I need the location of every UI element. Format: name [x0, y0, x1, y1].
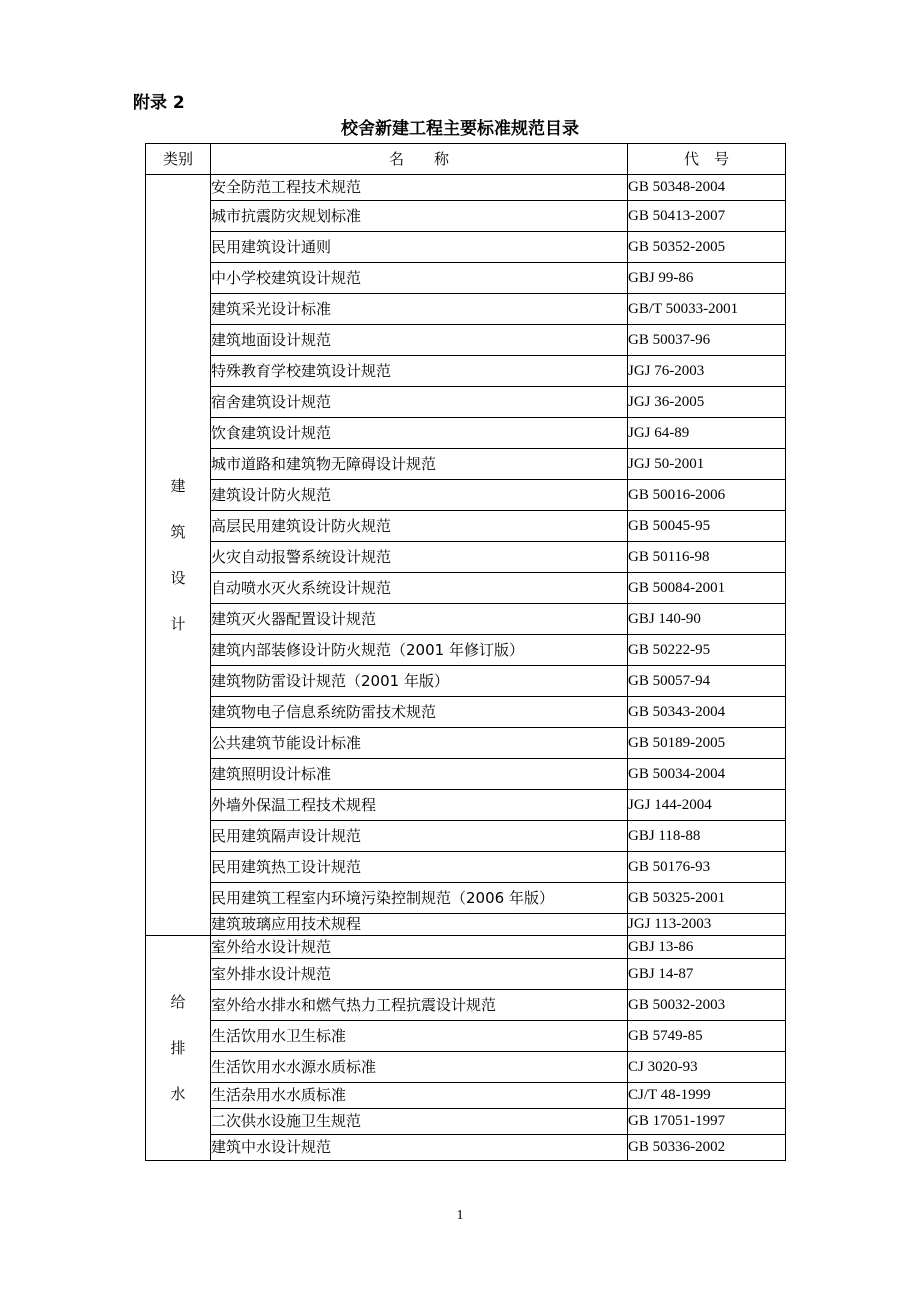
table-row: [146, 263, 786, 294]
standard-code: GBJ 118-88: [628, 821, 786, 852]
standard-name: 建筑物电子信息系统防雷技术规范: [211, 697, 628, 728]
table-row: [146, 990, 786, 1021]
table-row: [146, 959, 786, 990]
table-row: [146, 542, 786, 573]
table-row: [146, 728, 786, 759]
standard-code: GB 50222-95: [628, 635, 786, 666]
standards-table: [145, 143, 786, 1161]
table-row: [146, 790, 786, 821]
standard-name: 公共建筑节能设计标准: [211, 728, 628, 759]
category-char: 计: [170, 615, 186, 633]
category-char: 水: [170, 1085, 186, 1103]
table-row: [146, 666, 786, 697]
standard-code: GB 50325-2001: [628, 883, 786, 914]
standard-code: CJ/T 48-1999: [628, 1083, 786, 1109]
standard-code: JGJ 50-2001: [628, 449, 786, 480]
standard-code: GB 50336-2002: [628, 1135, 786, 1161]
standard-name: 生活饮用水水源水质标准: [211, 1052, 628, 1083]
standard-code: JGJ 144-2004: [628, 790, 786, 821]
table-row: [146, 936, 786, 959]
standard-name: 室外给水设计规范: [211, 936, 628, 959]
standard-name: 室外排水设计规范: [211, 959, 628, 990]
standard-name: 特殊教育学校建筑设计规范: [211, 356, 628, 387]
standard-name: 建筑地面设计规范: [211, 325, 628, 356]
table-row: [146, 759, 786, 790]
table-body: [146, 175, 786, 1161]
standard-name: 生活杂用水水质标准: [211, 1083, 628, 1109]
standard-name: 建筑内部装修设计防火规范（2001 年修订版）: [211, 635, 628, 666]
table-row: [146, 573, 786, 604]
standard-name: 宿舍建筑设计规范: [211, 387, 628, 418]
table-row: [146, 1109, 786, 1135]
standard-code: GB/T 50033-2001: [628, 294, 786, 325]
standard-code: CJ 3020-93: [628, 1052, 786, 1083]
standard-name: 建筑物防雷设计规范（2001 年版）: [211, 666, 628, 697]
standard-name: 二次供水设施卫生规范: [211, 1109, 628, 1135]
category-cell: [146, 936, 211, 1161]
standard-name: 生活饮用水卫生标准: [211, 1021, 628, 1052]
category-char: 设: [170, 569, 186, 587]
table-row: [146, 1083, 786, 1109]
standard-code: JGJ 113-2003: [628, 914, 786, 936]
standard-code: GB 50057-94: [628, 666, 786, 697]
category-char: 筑: [170, 523, 186, 541]
table-row: [146, 697, 786, 728]
header-category: 类别: [146, 144, 211, 175]
standard-name: 民用建筑热工设计规范: [211, 852, 628, 883]
table-row: [146, 418, 786, 449]
standard-code: GB 17051-1997: [628, 1109, 786, 1135]
category-cell: [146, 175, 211, 936]
standard-code: JGJ 36-2005: [628, 387, 786, 418]
table-header-row: [146, 144, 786, 175]
standard-name: 建筑玻璃应用技术规程: [211, 914, 628, 936]
standard-code: GBJ 13-86: [628, 936, 786, 959]
standard-name: 建筑中水设计规范: [211, 1135, 628, 1161]
table-row: [146, 1135, 786, 1161]
table-row: [146, 480, 786, 511]
table-row: [146, 201, 786, 232]
table-row: [146, 449, 786, 480]
table-row: [146, 356, 786, 387]
standard-name: 火灾自动报警系统设计规范: [211, 542, 628, 573]
standard-code: GB 50413-2007: [628, 201, 786, 232]
standard-code: GB 50348-2004: [628, 175, 786, 201]
table-row: [146, 511, 786, 542]
standard-name: 自动喷水灭火系统设计规范: [211, 573, 628, 604]
page-title: 校舍新建工程主要标准规范目录: [341, 119, 579, 139]
standard-code: GB 50032-2003: [628, 990, 786, 1021]
standard-code: GBJ 140-90: [628, 604, 786, 635]
standard-code: GB 50084-2001: [628, 573, 786, 604]
appendix-label: 附录 2: [133, 93, 185, 113]
standard-code: GB 50343-2004: [628, 697, 786, 728]
standard-code: JGJ 64-89: [628, 418, 786, 449]
standard-name: 民用建筑隔声设计规范: [211, 821, 628, 852]
standard-code: JGJ 76-2003: [628, 356, 786, 387]
category-char: 给: [170, 993, 186, 1011]
standard-code: GB 50034-2004: [628, 759, 786, 790]
standard-name: 中小学校建筑设计规范: [211, 263, 628, 294]
page-number: 1: [456, 1208, 464, 1223]
table-row: [146, 1052, 786, 1083]
table-row: [146, 883, 786, 914]
category-char: 排: [170, 1039, 186, 1057]
table-row: [146, 387, 786, 418]
header-name: 名 称: [211, 144, 628, 175]
table-row: [146, 914, 786, 936]
standard-code: GB 50176-93: [628, 852, 786, 883]
standard-code: GB 5749-85: [628, 1021, 786, 1052]
standard-name: 饮食建筑设计规范: [211, 418, 628, 449]
standard-code: GB 50352-2005: [628, 232, 786, 263]
table-row: [146, 325, 786, 356]
table-row: [146, 232, 786, 263]
standard-name: 城市抗震防灾规划标准: [211, 201, 628, 232]
standard-code: GBJ 99-86: [628, 263, 786, 294]
standard-code: GB 50189-2005: [628, 728, 786, 759]
standard-code: GB 50016-2006: [628, 480, 786, 511]
standard-name: 建筑灭火器配置设计规范: [211, 604, 628, 635]
standard-code: GB 50116-98: [628, 542, 786, 573]
standard-code: GBJ 14-87: [628, 959, 786, 990]
standard-name: 外墙外保温工程技术规程: [211, 790, 628, 821]
category-char: 建: [170, 477, 186, 495]
standard-name: 室外给水排水和燃气热力工程抗震设计规范: [211, 990, 628, 1021]
standard-name: 民用建筑工程室内环境污染控制规范（2006 年版）: [211, 883, 628, 914]
table-row: [146, 604, 786, 635]
standard-name: 高层民用建筑设计防火规范: [211, 511, 628, 542]
standard-name: 安全防范工程技术规范: [211, 175, 628, 201]
table-row: [146, 821, 786, 852]
table-row: [146, 852, 786, 883]
table-row: [146, 294, 786, 325]
standard-code: GB 50045-95: [628, 511, 786, 542]
table-row: [146, 175, 786, 201]
standard-code: GB 50037-96: [628, 325, 786, 356]
standard-name: 建筑设计防火规范: [211, 480, 628, 511]
standard-name: 建筑采光设计标准: [211, 294, 628, 325]
header-code: 代 号: [628, 144, 786, 175]
table-row: [146, 1021, 786, 1052]
standard-name: 民用建筑设计通则: [211, 232, 628, 263]
standard-name: 城市道路和建筑物无障碍设计规范: [211, 449, 628, 480]
standard-name: 建筑照明设计标准: [211, 759, 628, 790]
table-row: [146, 635, 786, 666]
